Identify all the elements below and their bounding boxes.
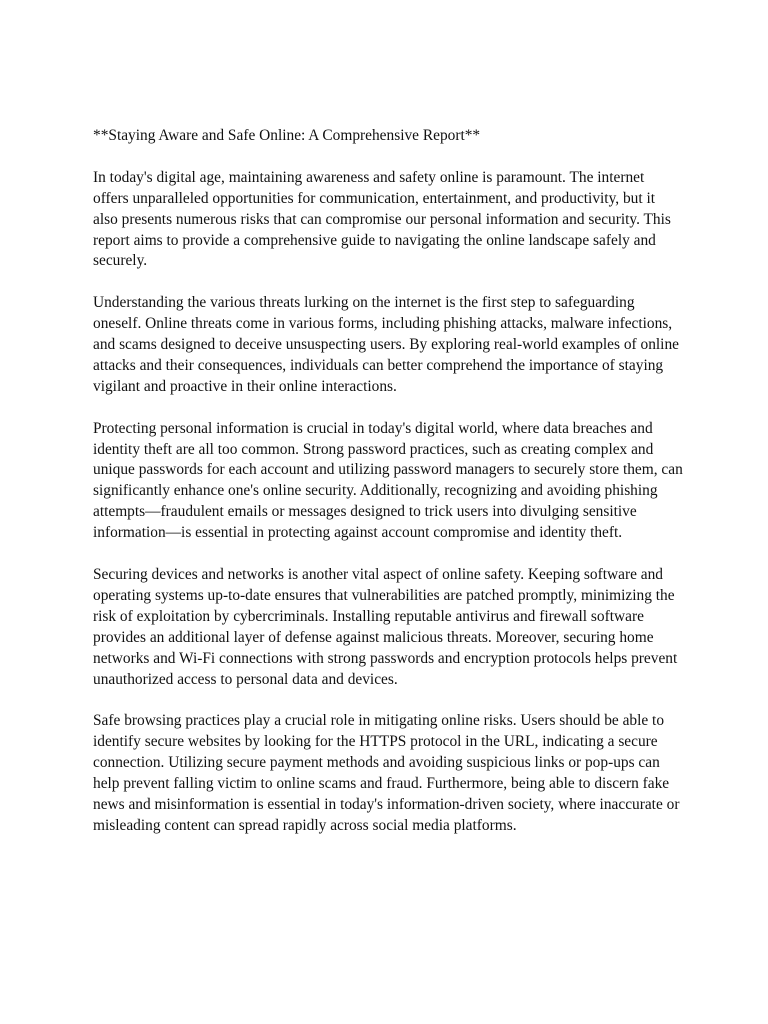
paragraph-2: Understanding the various threats lurking on the internet is the first step to safeguarding oneself. Online threats come in various forms, including phishing attacks, malware infections, and scams designed to deceive unsuspecting users. By exploring real-world examples of online attacks and their consequences, individuals can better comprehend the importance of staying vigilant and proactive in their online interactions. <box>93 294 679 395</box>
paragraph-1: In today's digital age, maintaining awareness and safety online is paramount. The internet offers unparalleled opportunities for communication, entertainment, and productivity, but it also presents numerous risks that can compromise our personal information and security. This report aims to provide a comprehensive guide to navigating the online landscape safely and securely. <box>93 168 671 270</box>
document-title: **Staying Aware and Safe Online: A Comprehensive Report** <box>93 127 481 144</box>
document-body <box>93 126 683 858</box>
paragraph-4: Securing devices and networks is another vital aspect of online safety. Keeping software and operating systems up-to-date ensures that vulnerabilities are patched promptly, minimizing the risk of exploitation by cybercriminals. Installing reputable antivirus and firewall software provides an additional layer of defense against malicious threats. Moreover, securing home networks and Wi-Fi connections with strong passwords and encryption protocols helps prevent unauthorized access to personal data and devices. <box>93 565 678 688</box>
paragraph-3: Protecting personal information is crucial in today's digital world, where data breaches and identity theft are all too common. Strong password practices, such as creating complex and unique passwords for each account and utilizing password managers to securely store them, can significantly enhance one's online security. Additionally, recognizing and avoiding phishing attempts—fraudulent emails or messages designed to trick users into divulging sensitive information—is essential in protecting against account compromise and identity theft. <box>93 419 683 542</box>
paragraph-5: Safe browsing practices play a crucial role in mitigating online risks. Users should be able to identify secure websites by looking for the HTTPS protocol in the URL, indicating a secure connection. Utilizing secure payment methods and avoiding suspicious links or pop-ups can help prevent falling victim to online scams and fraud. Furthermore, being able to discern fake news and misinformation is essential in today's information-driven society, where inaccurate or misleading content can spread rapidly across social media platforms. <box>93 712 680 834</box>
